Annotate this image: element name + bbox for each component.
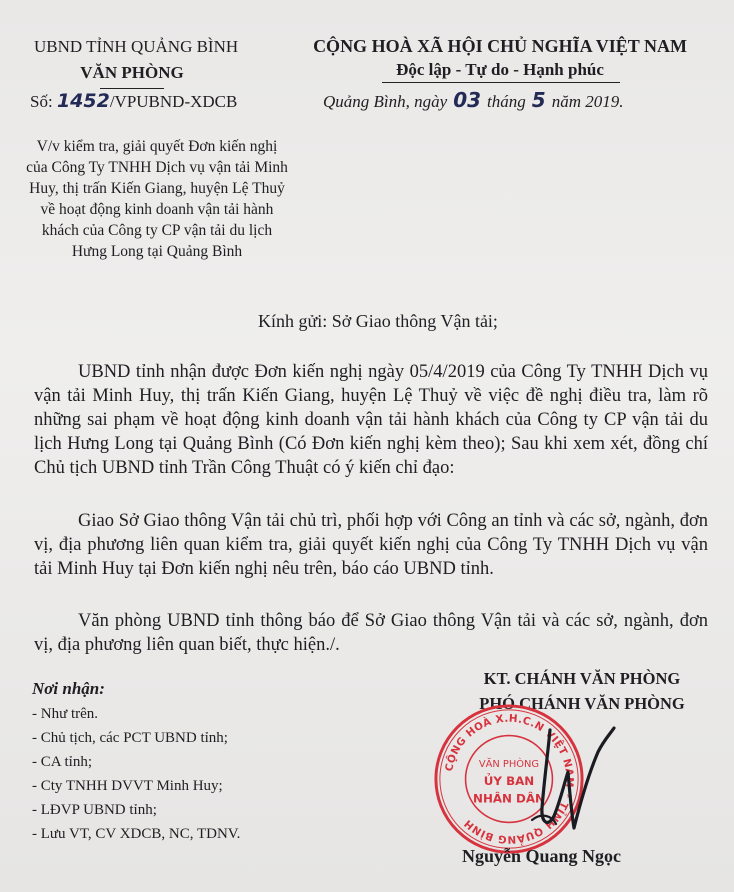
list-item: - Lưu VT, CV XDCB, NC, TDNV. xyxy=(32,826,241,842)
doc-number-suffix: /VPUBND-XDCB xyxy=(109,92,238,111)
handwritten-signature xyxy=(490,712,630,852)
issuer-authority: UBND TỈNH QUẢNG BÌNH xyxy=(34,37,239,56)
date-month-label: tháng xyxy=(487,92,526,111)
signer-name: Nguyễn Quang Ngọc xyxy=(462,846,622,866)
signer-title-line-2: PHÓ CHÁNH VĂN PHÒNG xyxy=(479,694,685,713)
paragraph-text: Văn phòng UBND tỉnh thông báo để Sở Giao thông Vận tải và các sở, ngành, đơn vị, địa phương liên quan biết, thực hiện./. xyxy=(34,611,708,655)
list-item: - CA tỉnh; xyxy=(32,754,93,770)
document-date xyxy=(323,88,623,112)
seal-line-1: VĂN PHÒNG xyxy=(478,759,540,771)
list-item: - Cty TNHH DVVT Minh Huy; xyxy=(32,778,223,794)
signer-title-line-1: KT. CHÁNH VĂN PHÒNG xyxy=(483,669,681,688)
date-prefix: Quảng Bình, ngày xyxy=(323,92,448,111)
date-month: 5 xyxy=(531,88,546,112)
list-item: - Chủ tịch, các PCT UBND tỉnh; xyxy=(32,730,228,746)
issuer-office: VĂN PHÒNG xyxy=(80,63,184,82)
document-number xyxy=(30,90,237,112)
national-title-block xyxy=(300,34,700,82)
paragraph-text: Giao Sở Giao thông Vận tải chủ trì, phối hợp với Công an tỉnh và các sở, ngành, đơn vị, địa phương liên quan kiểm tra, giải quyết kiến nghị của Công Ty TNHH Dịch vụ vận tải Minh Huy tại Đơn kiến nghị nêu trên, báo cáo UBND tỉnh. xyxy=(34,511,708,579)
issuer-block xyxy=(34,34,239,86)
body-paragraph-3 xyxy=(34,609,708,657)
seal-ring-text: CỘNG HOÀ X.H.C.N VIỆT NAM * TỈNH QUẢNG BÌNH xyxy=(443,712,576,846)
date-day: 03 xyxy=(453,88,482,112)
seal-line-2: ỦY BAN xyxy=(483,773,535,788)
body-paragraph-1 xyxy=(34,360,708,480)
document-subject: V/v kiểm tra, giải quyết Đơn kiến nghị của Công Ty TNHH Dịch vụ vận tải Minh Huy, thị trấn Kiến Giang, huyện Lệ Thuỷ về hoạt động kinh doanh vận tải hành khách của Công ty CP vận tải du lịch Hưng Long tại Quảng Bình xyxy=(26,138,288,260)
national-title: CỘNG HOÀ XÃ HỘI CHỦ NGHĨA VIỆT NAM xyxy=(313,36,687,56)
seal-line-3: NHÂN DÂN xyxy=(473,791,545,806)
list-item: - Như trên. xyxy=(32,706,99,722)
date-year: năm 2019. xyxy=(551,92,624,111)
paragraph-text: UBND tỉnh nhận được Đơn kiến nghị ngày 05/4/2019 của Công Ty TNHH Dịch vụ vận tải Minh Huy, thị trấn Kiến Giang, huyện Lệ Thuỷ về việc đề nghị điều tra, làm rõ những sai phạm về hoạt động kinh doanh vận tải hành khách của Công ty CP vận tải du lịch Hưng Long tại Quảng Bình (Có Đơn kiến nghị kèm theo); Sau khi xem xét, đồng chí Chủ tịch UBND tỉnh Trần Công Thuật có ý kiến chỉ đạo: xyxy=(34,362,708,478)
office-underline xyxy=(100,88,164,89)
motto-underline xyxy=(382,82,620,83)
doc-number-prefix: Số: xyxy=(30,92,57,111)
recipient-line: Kính gửi: Sở Giao thông Vận tải; xyxy=(258,311,498,331)
body-paragraph-2 xyxy=(34,509,708,581)
national-motto: Độc lập - Tự do - Hạnh phúc xyxy=(396,60,604,79)
recipients-title: Nơi nhận: xyxy=(32,679,105,698)
doc-number-handwritten: 1452 xyxy=(56,90,110,112)
recipients-list xyxy=(32,702,240,846)
list-item: - LĐVP UBND tỉnh; xyxy=(32,802,157,818)
